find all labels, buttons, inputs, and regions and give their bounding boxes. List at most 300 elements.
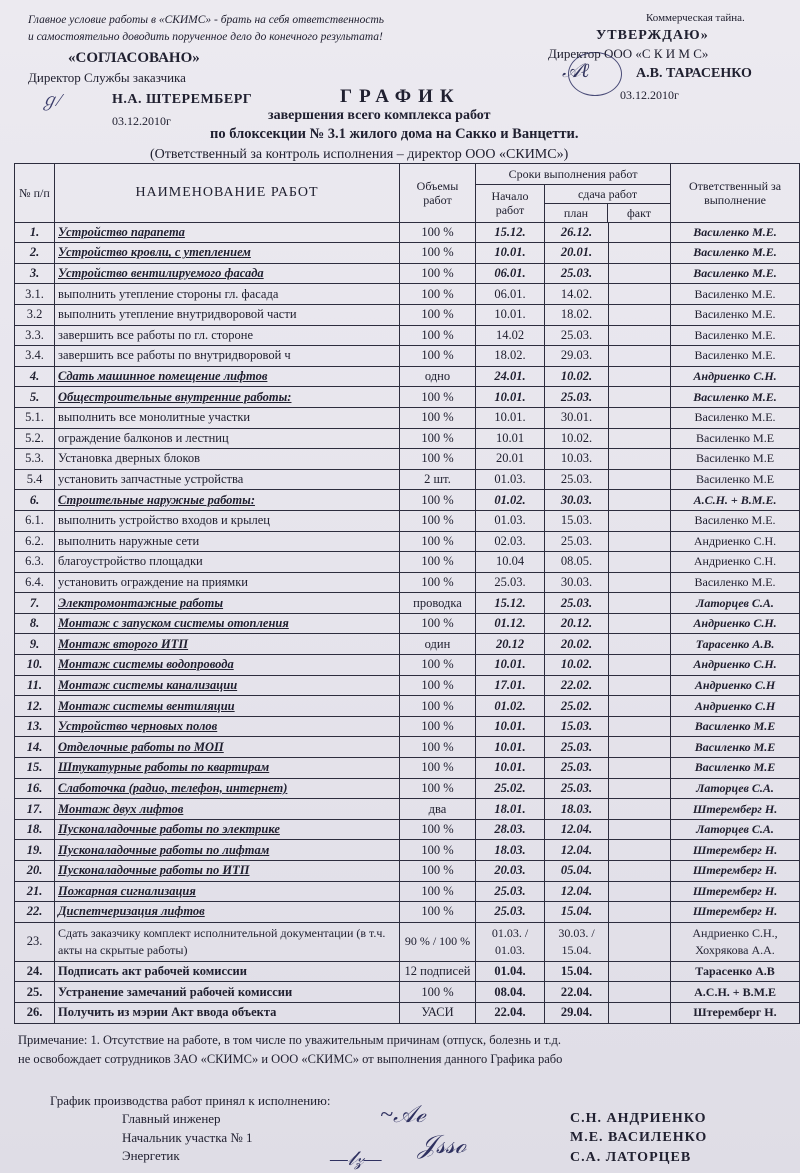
row-volume: 100 % [400, 778, 476, 799]
row-fact-date [609, 716, 671, 737]
table-row [15, 799, 800, 820]
row-fact-date [609, 366, 671, 387]
header-deadlines: Сроки выполнения работ [476, 164, 671, 185]
row-plan-date: 22.04. [545, 982, 609, 1003]
row-volume: 100 % [400, 675, 476, 696]
row-work-name: Устройство кровли, с утеплением [55, 243, 400, 264]
table-row [15, 407, 800, 428]
row-work-name: Пусконаладочные работы по ИТП [55, 861, 400, 882]
row-fact-date [609, 819, 671, 840]
row-volume: 100 % [400, 490, 476, 511]
row-fact-date [609, 469, 671, 490]
row-number: 13. [15, 716, 55, 737]
row-responsible: Василенко М.Е. [671, 222, 800, 243]
row-plan-date: 12.04. [545, 840, 609, 861]
schedule-rows [15, 222, 800, 1023]
table-row [15, 222, 800, 243]
row-fact-date [609, 982, 671, 1003]
row-volume: 100 % [400, 655, 476, 676]
row-fact-date [609, 881, 671, 902]
confidential-mark: Коммерческая тайна. [646, 12, 745, 24]
row-work-name: Получить из мэрии Акт ввода объекта [55, 1002, 400, 1023]
signatory-name-3: С.А. ЛАТОРЦЕВ [570, 1150, 692, 1165]
row-volume: 100 % [400, 263, 476, 284]
row-plan-date: 18.03. [545, 799, 609, 820]
row-start-date: 22.04. [476, 1002, 545, 1023]
row-responsible: Василенко М.Е [671, 469, 800, 490]
document-subtitle-3: (Ответственный за контроль исполнения – директор ООО «СКИМС») [150, 147, 569, 162]
table-row [15, 716, 800, 737]
row-work-name: Монтаж второго ИТП [55, 634, 400, 655]
row-plan-date: 25.03. [545, 469, 609, 490]
table-row [15, 510, 800, 531]
row-responsible: А.С.Н. + В.М.Е. [671, 490, 800, 511]
row-number: 26. [15, 1002, 55, 1023]
row-responsible: Андриенко С.Н. [671, 613, 800, 634]
row-work-name: благоустройство площадки [55, 552, 400, 573]
row-work-name: завершить все работы по внутридворовой ч [55, 346, 400, 367]
approve-signature-icon: 𝒜ℓ [562, 60, 590, 82]
approve-name: А.В. ТАРАСЕНКО [636, 66, 752, 81]
row-work-name: Монтаж системы вентиляции [55, 696, 400, 717]
row-fact-date [609, 552, 671, 573]
row-fact-date [609, 1002, 671, 1023]
row-start-date: 10.01. [476, 304, 545, 325]
row-number: 3.1. [15, 284, 55, 305]
row-work-name: установить запчастные устройства [55, 469, 400, 490]
row-plan-date: 15.04. [545, 961, 609, 982]
row-responsible: Андриенко С.Н. [671, 552, 800, 573]
row-fact-date [609, 778, 671, 799]
row-fact-date [609, 861, 671, 882]
row-start-date: 01.04. [476, 961, 545, 982]
table-row [15, 778, 800, 799]
row-start-date: 10.01. [476, 716, 545, 737]
row-volume: 100 % [400, 531, 476, 552]
row-start-date: 20.03. [476, 861, 545, 882]
schedule-table [14, 163, 800, 1024]
row-responsible: Латорцев С.А. [671, 819, 800, 840]
row-volume: один [400, 634, 476, 655]
row-work-name: Пусконаладочные работы по электрике [55, 819, 400, 840]
table-row [15, 840, 800, 861]
row-plan-date: 05.04. [545, 861, 609, 882]
table-row [15, 758, 800, 779]
row-plan-date: 30.01. [545, 407, 609, 428]
row-responsible: Василенко М.Е. [671, 407, 800, 428]
row-fact-date [609, 428, 671, 449]
row-work-name: Электромонтажные работы [55, 593, 400, 614]
row-start-date: 10.01 [476, 428, 545, 449]
row-number: 18. [15, 819, 55, 840]
row-number: 5.4 [15, 469, 55, 490]
row-number: 11. [15, 675, 55, 696]
row-number: 6.4. [15, 572, 55, 593]
row-number: 6.2. [15, 531, 55, 552]
row-volume: 100 % [400, 304, 476, 325]
row-number: 21. [15, 881, 55, 902]
row-volume: 100 % [400, 982, 476, 1003]
row-volume: 100 % [400, 819, 476, 840]
header-delivery [545, 184, 671, 222]
table-row [15, 696, 800, 717]
row-number: 5. [15, 387, 55, 408]
table-row [15, 243, 800, 264]
row-responsible: Штеремберг Н. [671, 861, 800, 882]
header-fact: факт [627, 205, 652, 220]
row-plan-date: 10.03. [545, 449, 609, 470]
row-fact-date [609, 531, 671, 552]
row-fact-date [609, 737, 671, 758]
row-work-name: завершить все работы по гл. стороне [55, 325, 400, 346]
row-number: 24. [15, 961, 55, 982]
signature-1-icon: ~𝒜ℯ [380, 1102, 426, 1128]
row-work-name: ограждение балконов и лестниц [55, 428, 400, 449]
table-row [15, 613, 800, 634]
row-responsible: Андриенко С.Н [671, 675, 800, 696]
row-number: 6.3. [15, 552, 55, 573]
row-plan-date: 15.03. [545, 510, 609, 531]
row-number: 19. [15, 840, 55, 861]
row-responsible: Василенко М.Е. [671, 263, 800, 284]
row-plan-date: 14.02. [545, 284, 609, 305]
row-number: 2. [15, 243, 55, 264]
header-responsible: Ответственный за выполнение [671, 164, 800, 223]
row-responsible: Василенко М.Е. [671, 304, 800, 325]
row-plan-date: 25.02. [545, 696, 609, 717]
row-work-name: Монтаж с запуском системы отопления [55, 613, 400, 634]
row-plan-date: 29.03. [545, 346, 609, 367]
row-fact-date [609, 675, 671, 696]
row-plan-date: 12.04. [545, 881, 609, 902]
table-row [15, 675, 800, 696]
row-volume: 100 % [400, 243, 476, 264]
signature-2-icon: 𝒥𝓈𝓈ℴ [418, 1130, 467, 1159]
row-responsible: Василенко М.Е. [671, 510, 800, 531]
row-volume: 100 % [400, 758, 476, 779]
table-row [15, 655, 800, 676]
row-responsible: Василенко М.Е. [671, 243, 800, 264]
row-work-name: Общестроительные внутренние работы: [55, 387, 400, 408]
row-number: 12. [15, 696, 55, 717]
row-fact-date [609, 284, 671, 305]
row-plan-date: 20.01. [545, 243, 609, 264]
row-start-date: 18.03. [476, 840, 545, 861]
row-work-name: Пожарная сигнализация [55, 881, 400, 902]
approve-title: УТВЕРЖДАЮ» [596, 28, 709, 43]
table-row [15, 263, 800, 284]
row-plan-date: 22.02. [545, 675, 609, 696]
row-responsible: Василенко М.Е. [671, 325, 800, 346]
table-row [15, 819, 800, 840]
row-volume: 100 % [400, 902, 476, 923]
row-plan-date: 25.03. [545, 778, 609, 799]
row-start-date: 28.03. [476, 819, 545, 840]
row-plan-date: 25.03. [545, 325, 609, 346]
row-responsible: Штеремберг Н. [671, 840, 800, 861]
row-volume: 100 % [400, 552, 476, 573]
row-work-name: Пусконаладочные работы по лифтам [55, 840, 400, 861]
table-row [15, 284, 800, 305]
row-fact-date [609, 922, 671, 961]
row-start-date: 18.02. [476, 346, 545, 367]
note-line-2: не освобождает сотрудников ЗАО «СКИМС» и ООО «СКИМС» от выполнения данного Графика рабо [18, 1052, 563, 1066]
row-number: 7. [15, 593, 55, 614]
row-work-name: выполнить наружные сети [55, 531, 400, 552]
row-plan-date: 30.03. [545, 572, 609, 593]
signatory-name-2: М.Е. ВАСИЛЕНКО [570, 1130, 708, 1145]
row-responsible: Василенко М.Е. [671, 346, 800, 367]
table-row [15, 961, 800, 982]
row-volume: проводка [400, 593, 476, 614]
header-volume: Объемы работ [400, 164, 476, 223]
row-number: 1. [15, 222, 55, 243]
approve-date: 03.12.2010г [620, 88, 679, 102]
row-responsible: Тарасенко А.В [671, 961, 800, 982]
row-plan-date: 10.02. [545, 655, 609, 676]
agreed-name: Н.А. ШТЕРЕМБЕРГ [112, 92, 253, 107]
row-fact-date [609, 243, 671, 264]
row-number: 22. [15, 902, 55, 923]
row-plan-date: 25.03. [545, 387, 609, 408]
row-start-date: 08.04. [476, 982, 545, 1003]
row-responsible: Андриенко С.Н. [671, 655, 800, 676]
row-volume: 100 % [400, 737, 476, 758]
row-volume: 100 % [400, 613, 476, 634]
row-fact-date [609, 655, 671, 676]
table-row [15, 346, 800, 367]
row-number: 20. [15, 861, 55, 882]
row-work-name: выполнить устройство входов и крылец [55, 510, 400, 531]
row-number: 3.4. [15, 346, 55, 367]
row-start-date: 25.03. [476, 881, 545, 902]
row-volume: 100 % [400, 387, 476, 408]
row-number: 14. [15, 737, 55, 758]
row-volume: два [400, 799, 476, 820]
row-responsible: Тарасенко А.В. [671, 634, 800, 655]
table-row [15, 304, 800, 325]
signature-3-icon: —𝓁𝓏— [330, 1148, 382, 1170]
document-title: ГРАФИК [340, 86, 461, 107]
row-fact-date [609, 840, 671, 861]
row-fact-date [609, 510, 671, 531]
position-site-chief: Начальник участка № 1 [122, 1130, 253, 1145]
row-number: 16. [15, 778, 55, 799]
header-num: № п/п [15, 164, 55, 223]
row-fact-date [609, 304, 671, 325]
signatory-name-1: С.Н. АНДРИЕНКО [570, 1111, 707, 1126]
row-fact-date [609, 387, 671, 408]
row-start-date: 14.02 [476, 325, 545, 346]
row-work-name: Сдать заказчику комплект исполнительной документации (в т.ч. акты на скрытые работы) [55, 922, 400, 961]
row-work-name: Штукатурные работы по квартирам [55, 758, 400, 779]
row-number: 8. [15, 613, 55, 634]
row-start-date: 01.02. [476, 490, 545, 511]
row-plan-date: 30.03. [545, 490, 609, 511]
row-plan-date: 20.02. [545, 634, 609, 655]
row-fact-date [609, 222, 671, 243]
row-responsible: Василенко М.Е [671, 758, 800, 779]
row-plan-date: 12.04. [545, 819, 609, 840]
row-fact-date [609, 490, 671, 511]
accepted-label: График производства работ принял к исполнению: [50, 1093, 331, 1108]
table-row [15, 552, 800, 573]
row-start-date: 17.01. [476, 675, 545, 696]
row-start-date: 25.03. [476, 902, 545, 923]
row-fact-date [609, 799, 671, 820]
row-number: 3.3. [15, 325, 55, 346]
row-start-date: 01.12. [476, 613, 545, 634]
row-number: 6. [15, 490, 55, 511]
row-responsible: Василенко М.Е [671, 716, 800, 737]
row-plan-date: 25.03. [545, 531, 609, 552]
table-row [15, 737, 800, 758]
approve-role: Директор ООО «С К И М С» [548, 46, 709, 61]
row-start-date: 02.03. [476, 531, 545, 552]
row-volume: 100 % [400, 861, 476, 882]
row-responsible: Андриенко С.Н. [671, 531, 800, 552]
row-start-date: 01.03. [476, 510, 545, 531]
agreed-title: «СОГЛАСОВАНО» [68, 50, 200, 66]
document-subtitle-1: завершения всего комплекса работ [268, 108, 491, 123]
row-fact-date [609, 961, 671, 982]
row-work-name: Установка дверных блоков [55, 449, 400, 470]
row-start-date: 10.01. [476, 737, 545, 758]
row-work-name: Устройство парапета [55, 222, 400, 243]
row-number: 10. [15, 655, 55, 676]
row-plan-date: 15.03. [545, 716, 609, 737]
row-number: 3.2 [15, 304, 55, 325]
row-work-name: выполнить утепление внутридворовой части [55, 304, 400, 325]
row-volume: 100 % [400, 346, 476, 367]
row-volume: 100 % [400, 222, 476, 243]
row-volume: одно [400, 366, 476, 387]
row-start-date: 18.01. [476, 799, 545, 820]
row-responsible: Василенко М.Е. [671, 572, 800, 593]
table-row [15, 634, 800, 655]
row-volume: 100 % [400, 696, 476, 717]
row-work-name: установить ограждение на приямки [55, 572, 400, 593]
company-slogan [28, 12, 384, 46]
row-volume: УАСИ [400, 1002, 476, 1023]
row-responsible: Василенко М.Е [671, 449, 800, 470]
row-number: 6.1. [15, 510, 55, 531]
row-work-name: Отделочные работы по МОП [55, 737, 400, 758]
row-fact-date [609, 613, 671, 634]
row-work-name: Сдать машинное помещение лифтов [55, 366, 400, 387]
row-start-date: 10.01. [476, 655, 545, 676]
row-responsible: Василенко М.Е [671, 737, 800, 758]
header-start: Начало работ [476, 184, 545, 222]
row-fact-date [609, 902, 671, 923]
row-volume: 100 % [400, 840, 476, 861]
row-work-name: выполнить все монолитные участки [55, 407, 400, 428]
row-volume: 100 % [400, 284, 476, 305]
row-start-date: 10.01. [476, 407, 545, 428]
row-volume: 100 % [400, 449, 476, 470]
row-responsible: Штеремберг Н. [671, 902, 800, 923]
row-number: 5.2. [15, 428, 55, 449]
row-start-date: 20.01 [476, 449, 545, 470]
table-row [15, 902, 800, 923]
table-row [15, 593, 800, 614]
row-volume: 100 % [400, 428, 476, 449]
row-number: 4. [15, 366, 55, 387]
table-row [15, 387, 800, 408]
position-chief-engineer: Главный инженер [122, 1111, 221, 1126]
row-plan-date: 15.04. [545, 902, 609, 923]
row-work-name: Устройство черновых полов [55, 716, 400, 737]
note-line-1: Примечание: 1. Отсутствие на работе, в том числе по уважительным причинам (отпуск, болезнь и т.д. [18, 1033, 561, 1047]
row-number: 5.3. [15, 449, 55, 470]
row-number: 25. [15, 982, 55, 1003]
row-responsible: Штеремберг Н. [671, 881, 800, 902]
table-row [15, 982, 800, 1003]
row-responsible: Латорцев С.А. [671, 593, 800, 614]
row-number: 23. [15, 922, 55, 961]
row-responsible: Андриенко С.Н. [671, 366, 800, 387]
row-volume: 100 % [400, 572, 476, 593]
row-number: 9. [15, 634, 55, 655]
row-volume: 12 подписей [400, 961, 476, 982]
table-row [15, 490, 800, 511]
row-work-name: Монтаж системы канализации [55, 675, 400, 696]
row-responsible: Латорцев С.А. [671, 778, 800, 799]
row-work-name: Слаботочка (радио, телефон, интернет) [55, 778, 400, 799]
header-plan: план [545, 204, 608, 222]
row-volume: 100 % [400, 325, 476, 346]
row-number: 15. [15, 758, 55, 779]
row-volume: 100 % [400, 881, 476, 902]
row-responsible: Василенко М.Е. [671, 284, 800, 305]
row-fact-date [609, 325, 671, 346]
row-work-name: Устройство вентилируемого фасада [55, 263, 400, 284]
row-fact-date [609, 407, 671, 428]
row-fact-date [609, 634, 671, 655]
row-volume: 100 % [400, 407, 476, 428]
agreed-role: Директор Службы заказчика [28, 70, 186, 85]
row-start-date: 25.02. [476, 778, 545, 799]
header-plan-fact [545, 204, 670, 222]
row-plan-date: 18.02. [545, 304, 609, 325]
slogan-line-2: и самостоятельно доводить порученное дело до конечного результата! [28, 31, 383, 43]
table-row [15, 428, 800, 449]
row-plan-date: 25.03. [545, 737, 609, 758]
row-plan-date: 30.03. / 15.04. [545, 922, 609, 961]
row-start-date: 10.01. [476, 243, 545, 264]
agreed-signature-icon: ℊ⁄ [40, 90, 62, 110]
row-volume: 2 шт. [400, 469, 476, 490]
table-row [15, 922, 800, 961]
row-start-date: 15.12. [476, 593, 545, 614]
table-row [15, 1002, 800, 1023]
row-volume: 100 % [400, 716, 476, 737]
row-plan-date: 25.03. [545, 593, 609, 614]
slogan-line-1: Главное условие работы в «СКИМС» - брать на себя ответственность [28, 14, 385, 26]
document-subtitle-2: по блоксекции № 3.1 жилого дома на Сакко и Ванцетти. [210, 126, 579, 142]
row-volume: 90 % / 100 % [400, 922, 476, 961]
row-plan-date: 25.03. [545, 263, 609, 284]
row-fact-date [609, 449, 671, 470]
table-row [15, 861, 800, 882]
row-fact-date [609, 346, 671, 367]
row-work-name: Устранение замечаний рабочей комиссии [55, 982, 400, 1003]
row-start-date: 01.03. / 01.03. [476, 922, 545, 961]
row-responsible: Андриенко С.Н [671, 696, 800, 717]
row-work-name: Монтаж системы водопровода [55, 655, 400, 676]
table-row [15, 469, 800, 490]
row-plan-date: 10.02. [545, 366, 609, 387]
